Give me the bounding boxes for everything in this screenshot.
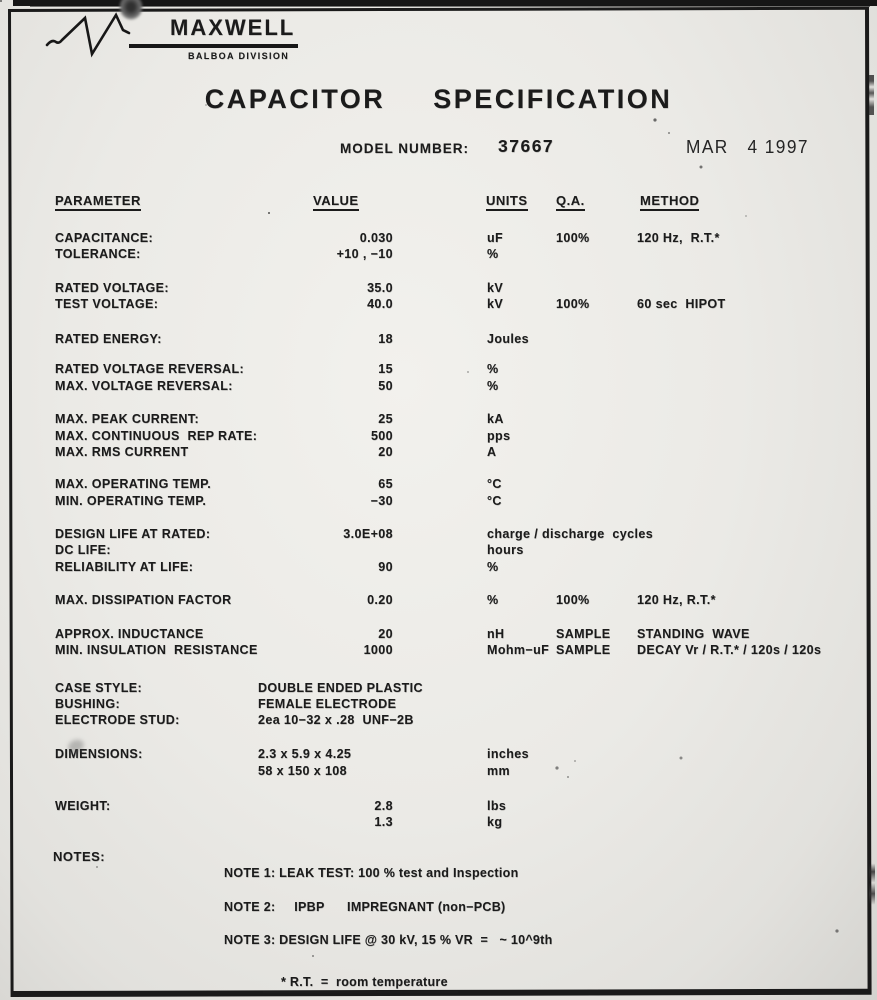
value-cell: 40.0: [367, 297, 393, 311]
param-cell: RELIABILITY AT LIFE:: [55, 560, 194, 574]
value-cell: 2ea 10−32 x .28 UNF−2B: [258, 713, 414, 727]
param-cell: APPROX. INDUCTANCE: [55, 627, 204, 641]
spec-row: [0, 429, 877, 446]
value-cell: 25: [378, 412, 393, 426]
units-cell: uF: [487, 231, 504, 245]
header-qa: Q.A.: [556, 193, 585, 211]
spec-row: [0, 527, 877, 544]
value-cell: 1000: [363, 643, 393, 657]
param-cell: ELECTRODE STUD:: [55, 713, 180, 727]
spec-row: [0, 747, 877, 764]
param-cell: MAX. CONTINUOUS REP RATE:: [55, 429, 258, 443]
units-cell: lbs: [487, 799, 507, 813]
method-cell: 120 Hz, R.T.*: [637, 231, 720, 245]
header-units: UNITS: [486, 193, 528, 211]
spec-row: [0, 297, 877, 314]
page-title: CAPACITOR SPECIFICATION: [204, 84, 673, 114]
value-cell: 1.3: [374, 815, 393, 829]
header-parameter: PARAMETER: [55, 193, 141, 211]
date-stamp: MAR 4 1997: [686, 137, 809, 157]
units-cell: kV: [487, 281, 504, 295]
company-division: BALBOA DIVISION: [188, 51, 290, 61]
units-cell: kV: [487, 297, 504, 311]
qa-cell: SAMPLE: [556, 627, 611, 641]
units-cell: nH: [487, 627, 505, 641]
value-cell: 65: [378, 477, 393, 491]
param-cell: DESIGN LIFE AT RATED:: [55, 527, 211, 541]
value-cell: FEMALE ELECTRODE: [258, 697, 397, 711]
value-cell: 20: [378, 627, 393, 641]
qa-cell: SAMPLE: [556, 643, 611, 657]
units-cell: %: [487, 593, 499, 607]
notes-label: NOTES:: [53, 849, 106, 864]
note-line: NOTE 1: LEAK TEST: 100 % test and Inspection: [224, 866, 519, 880]
value-cell: 15: [378, 362, 393, 376]
value-cell: 20: [378, 445, 393, 459]
spec-row: [0, 247, 877, 264]
units-cell: mm: [487, 764, 511, 778]
param-cell: MAX. PEAK CURRENT:: [55, 412, 200, 426]
spec-row: [0, 764, 877, 781]
value-cell: 35.0: [367, 281, 393, 295]
spec-row: [0, 560, 877, 577]
units-cell: °C: [487, 477, 502, 491]
spec-row: [0, 332, 877, 349]
param-cell: RATED ENERGY:: [55, 332, 162, 346]
spec-row: [0, 379, 877, 396]
scan-edge-noise: [869, 75, 874, 115]
method-cell: 60 sec HIPOT: [637, 297, 726, 311]
param-cell: TOLERANCE:: [55, 247, 141, 261]
value-cell: 90: [378, 560, 393, 574]
value-cell: 2.8: [374, 799, 393, 813]
param-cell: MIN. INSULATION RESISTANCE: [55, 643, 258, 657]
method-cell: DECAY Vr / R.T.* / 120s / 120s: [637, 643, 822, 657]
note-line: NOTE 3: DESIGN LIFE @ 30 kV, 15 % VR = ~ 10^9th: [224, 933, 553, 947]
units-cell: Joules: [487, 332, 529, 346]
spec-row: [0, 627, 877, 644]
units-cell: inches: [487, 747, 529, 761]
value-cell: 18: [378, 332, 393, 346]
units-cell: kA: [487, 412, 504, 426]
units-cell: °C: [487, 494, 502, 508]
spec-row: [0, 815, 877, 832]
units-cell: %: [487, 362, 499, 376]
spec-row: [0, 412, 877, 429]
value-cell: −30: [370, 494, 393, 508]
param-cell: MIN. OPERATING TEMP.: [55, 494, 207, 508]
spec-row: [0, 477, 877, 494]
param-cell: CAPACITANCE:: [55, 231, 154, 245]
logo-underline: [129, 44, 298, 48]
units-cell: pps: [487, 429, 511, 443]
param-cell: TEST VOLTAGE:: [55, 297, 159, 311]
spec-row: [0, 697, 877, 714]
header-value: VALUE: [313, 193, 359, 211]
param-cell: CASE STYLE:: [55, 681, 143, 695]
param-cell: WEIGHT:: [55, 799, 111, 813]
value-cell: 50: [378, 379, 393, 393]
qa-cell: 100%: [556, 231, 590, 245]
param-cell: MAX. VOLTAGE REVERSAL:: [55, 379, 233, 393]
units-cell: kg: [487, 815, 503, 829]
units-cell: charge / discharge cycles: [487, 527, 654, 541]
spec-row: [0, 494, 877, 511]
method-cell: STANDING WAVE: [637, 627, 750, 641]
param-cell: MAX. OPERATING TEMP.: [55, 477, 212, 491]
spec-row: [0, 231, 877, 248]
method-cell: 120 Hz, R.T.*: [637, 593, 716, 607]
value-cell: 58 x 150 x 108: [258, 764, 348, 778]
param-cell: DC LIFE:: [55, 543, 111, 557]
spec-row: [0, 362, 877, 379]
value-cell: +10 , −10: [336, 247, 393, 261]
spec-row: [0, 445, 877, 462]
scan-edge-noise: [869, 858, 875, 913]
model-number-value: 37667: [498, 136, 555, 156]
model-number-label: MODEL NUMBER:: [340, 141, 469, 156]
spec-row: [0, 799, 877, 816]
spec-row: [0, 713, 877, 730]
param-cell: MAX. DISSIPATION FACTOR: [55, 593, 232, 607]
maxwell-logo-squiggle-icon: [44, 12, 144, 62]
footnote: * R.T. = room temperature: [263, 975, 458, 993]
units-cell: Mohm−uF: [487, 643, 550, 657]
units-cell: %: [487, 560, 499, 574]
company-name: MAXWELL: [170, 15, 296, 40]
qa-cell: 100%: [556, 297, 590, 311]
value-cell: 500: [370, 429, 393, 443]
param-cell: RATED VOLTAGE:: [55, 281, 169, 295]
scan-noise: [0, 0, 2, 2]
spec-row: [0, 543, 877, 560]
spec-row: [0, 281, 877, 298]
value-cell: 0.20: [367, 593, 393, 607]
value-cell: 3.0E+08: [343, 527, 393, 541]
units-cell: hours: [487, 543, 524, 557]
units-cell: %: [487, 379, 499, 393]
note-line: NOTE 2: IPBP IMPREGNANT (non−PCB): [224, 900, 506, 914]
param-cell: BUSHING:: [55, 697, 121, 711]
value-cell: 2.3 x 5.9 x 4.25: [258, 747, 352, 761]
value-cell: DOUBLE ENDED PLASTIC: [258, 681, 423, 695]
spec-row: [0, 643, 877, 660]
qa-cell: 100%: [556, 593, 590, 607]
param-cell: DIMENSIONS:: [55, 747, 143, 761]
spec-row: [0, 593, 877, 610]
units-cell: A: [487, 445, 497, 459]
header-method: METHOD: [640, 193, 699, 211]
param-cell: MAX. RMS CURRENT: [55, 445, 189, 459]
units-cell: %: [487, 247, 499, 261]
spec-row: [0, 681, 877, 698]
param-cell: RATED VOLTAGE REVERSAL:: [55, 362, 245, 376]
value-cell: 0.030: [359, 231, 393, 245]
